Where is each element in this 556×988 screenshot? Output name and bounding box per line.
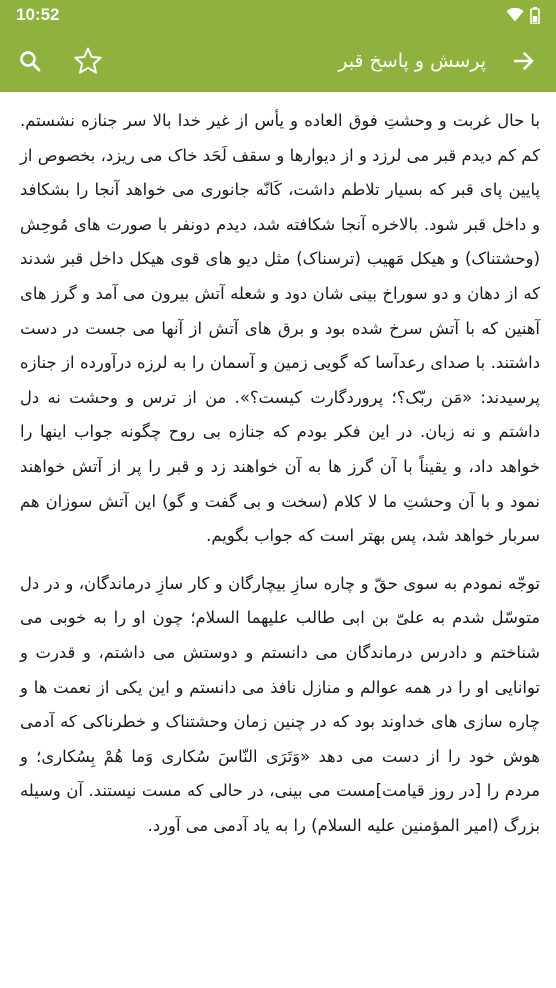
app-bar [0,30,556,92]
status-time: 10:52 [16,5,60,24]
page-title: پرسش و پاسخ قبر [338,50,486,72]
arrow-right-icon[interactable] [508,45,540,77]
wifi-icon [506,8,524,22]
app-bar-title-group [338,45,540,77]
article-body[interactable] [0,92,556,988]
battery-icon [530,7,540,24]
paragraph: توجّه نمودم به سوی حقّ و چاره سازِ بیچارگان و کار سازِ درماندگان، و در دل متوسّل شدم به علیّ بن ابی طالب علیهما السلام؛ چون او را به خوبی می شناختم و دادرس درماندگان می دانستم و دوستش می داشتم، و قدرت و توانایی او را در همه عوالم و منازل نافذ می دانستم و این یکی از نعمت ها و چاره سازی های خداوند بود که در چنین زمان وحشتناک و خطرناکی که آدمی هوش خود را از دست می دهد «وَتَرَی النّاسَ سُکاری وَما هُمْ بِسُکاری؛ و مردم را [در روز قیامت]مست می بینی، در حالی که مست نیستند. آن وسیله بزرگ (امیر المؤمنین علیه السلام) را به یاد آدمی می آورد. [20,573,540,835]
search-icon[interactable] [14,45,46,77]
paragraph: با حال غربت و وحشتِ فوق العاده و یأس از غیر خدا بالا سر جنازه نشستم. کم کم دیدم قبر می لرزد و از دیوارها و سقف لَحَد خاک می ریزد، بخصوص از پایین پای قبر که بسیار تلاطم داشت، کَانّه جانوری می خواهد آنجا را بشکافد و داخل قبر شود. بالاخره آنجا شکافته شد، دیدم دونفر با صورت های مُوحِش (وحشتناک) و هیکل مَهیب (ترسناک) مثل دیو های قوی هیکل داخل قبر شدند که از دهان و دو سوراخ بینی شان دود و شعله آتش بیرون می آمد و گرز های آهنین که با آتش سرخ شده بود و برق های آتش از آنها می جست در دست داشتند. با صدای رعدآسا که گویی زمین و آسمان را به لرزه درآورده از جنازه پرسیدند: «مَن ربّک؟؛ پروردگارت کیست؟». من از ترس و وحشت نه دل داشتم و نه زبان. در این فکر بودم که جنازه بی روح چگونه جواب اینها را خواهد داد، و یقیناً با آن گرز ها به آن خواهند زد و قبر را پر از آتش خواهند نمود و با آن وحشتِ ما لا کلام (سخت و بی گفت و گو) این آتش سوزان هم سربار خواهد شد، پس بهتر است که جواب بگویم. [20,111,540,546]
star-outline-icon[interactable] [72,45,104,77]
app-bar-actions [14,45,104,77]
status-icons [506,7,540,24]
status-bar [0,0,556,30]
